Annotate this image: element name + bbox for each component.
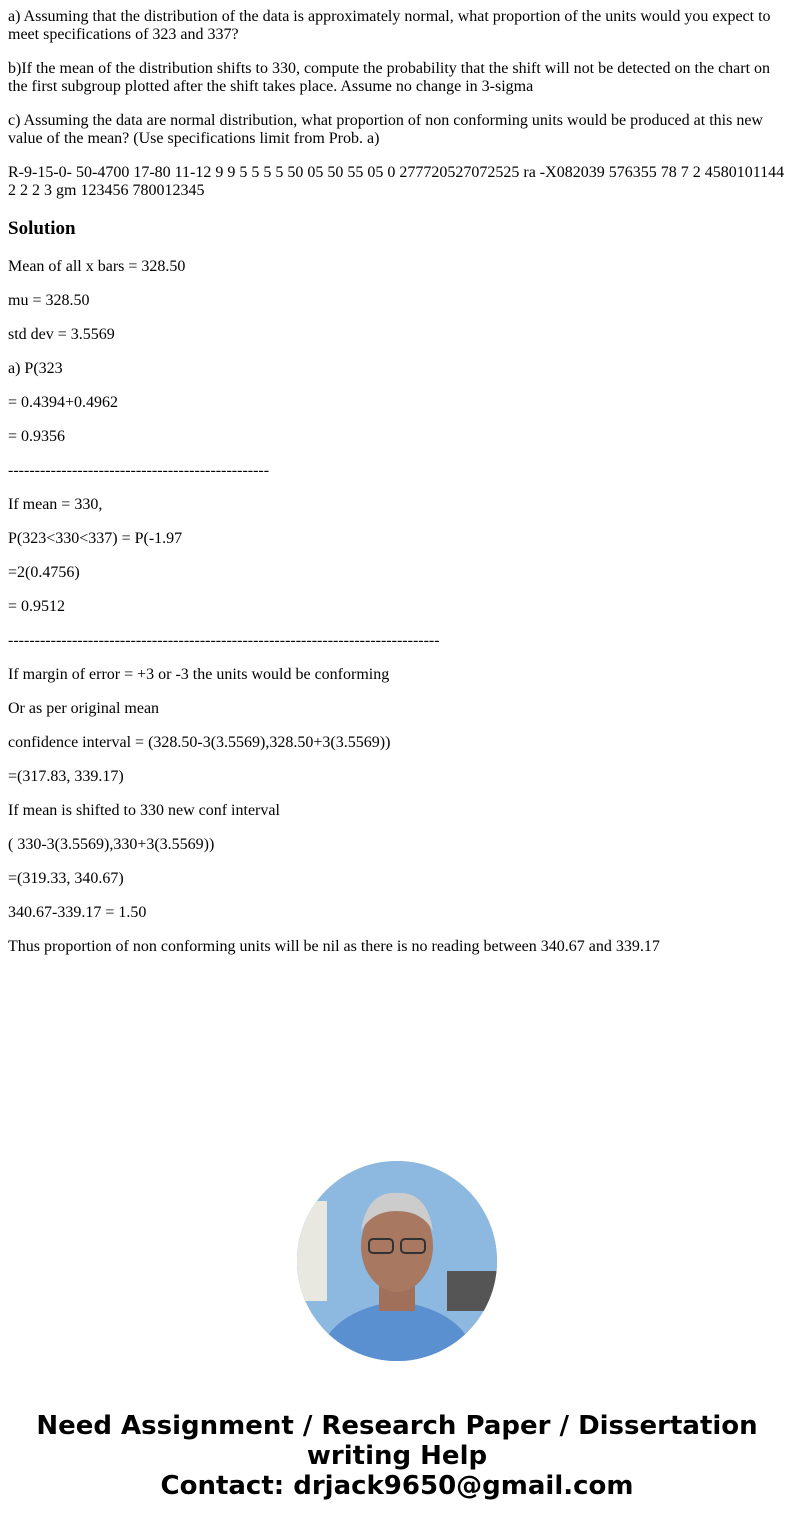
solution-line: 340.67-339.17 = 1.50 [8, 904, 147, 921]
solution-line: Mean of all x bars = 328.50 [8, 258, 186, 275]
footer-line1: Need Assignment / Research Paper / Dissertation writing Help [36, 1411, 758, 1471]
solution-line: Thus proportion of non conforming units will be nil as there is no reading between 340.67 and 339.17 [8, 938, 660, 955]
solution-line: If margin of error = +3 or -3 the units would be conforming [8, 666, 390, 683]
solution-line: P(323<330<337) = P(-1.97 [8, 530, 183, 547]
solution-line: = 0.9356 [8, 428, 66, 445]
solution-line: mu = 328.50 [8, 292, 90, 309]
solution-heading: Solution [8, 218, 76, 239]
question-a: a) Assuming that the distribution of the data is approximately normal, what proportion of the units would you expect to meet specifications of 323 and 337? [8, 8, 771, 43]
author-photo [297, 1161, 497, 1361]
solution-line: = 0.4394+0.4962 [8, 394, 119, 411]
solution-line: = 0.9512 [8, 598, 66, 615]
solution-line: ------------------------------------------------- [8, 462, 270, 479]
footer-contact: Contact: drjack9650@gmail.com [160, 1471, 634, 1501]
document-body [0, 8, 794, 956]
footer-ad [0, 1411, 794, 1501]
solution-line: a) P(323 [8, 360, 63, 377]
question-data: R-9-15-0- 50-4700 17-80 11-12 9 9 5 5 5 5 50 05 50 55 05 0 277720527072525 ra -X082039 576355 78 7 2 4580101144 2 2 2 3 gm 123456 780012345 [8, 164, 785, 199]
solution-line: --------------------------------------------------------------------------------- [8, 632, 440, 649]
solution-line: If mean is shifted to 330 new conf interval [8, 802, 280, 819]
solution-line: ( 330-3(3.5569),330+3(3.5569)) [8, 836, 215, 853]
solution-body [8, 258, 786, 956]
solution-line: Or as per original mean [8, 700, 160, 717]
question-b: b)If the mean of the distribution shifts to 330, compute the probability that the shift will not be detected on the chart on the first subgroup plotted after the shift takes place. Assume no change in 3-sigma [8, 60, 771, 95]
solution-line: =(319.33, 340.67) [8, 870, 124, 887]
solution-line: If mean = 330, [8, 496, 103, 513]
solution-line: confidence interval = (328.50-3(3.5569),328.50+3(3.5569)) [8, 734, 391, 751]
solution-line: std dev = 3.5569 [8, 326, 115, 343]
question-c: c) Assuming the data are normal distribution, what proportion of non conforming units would be produced at this new value of the mean? (Use specifications limit from Prob. a) [8, 112, 763, 147]
solution-line: =2(0.4756) [8, 564, 80, 581]
solution-line: =(317.83, 339.17) [8, 768, 124, 785]
